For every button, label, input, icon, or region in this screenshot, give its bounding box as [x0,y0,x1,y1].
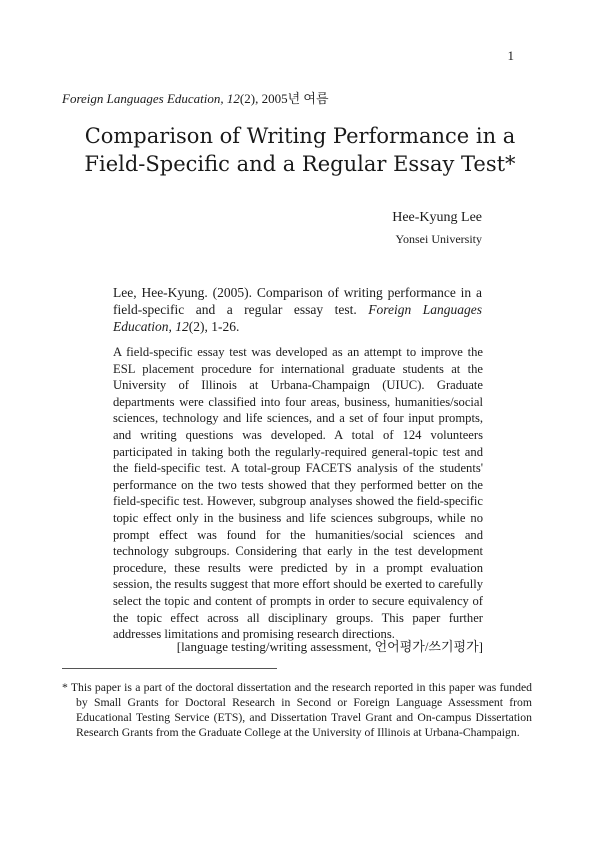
author-affiliation: Yonsei University [395,232,482,246]
citation-text: Lee, Hee-Kyung. (2005). Comparison of writing performance in a field-specific and a regular essay test. [113,285,482,317]
footnote-divider [62,668,277,669]
citation-volume: 12 [175,319,189,334]
page-number: 1 [507,48,514,63]
journal-header [62,88,329,107]
paper-title [0,122,600,178]
journal-issue: (2), [239,91,259,106]
citation [113,284,482,335]
citation-journal: Foreign Languages Education, [113,302,483,334]
abstract: A field-specific essay test was developed as an attempt to improve the ESL placement procedure for international graduate students at the University of Illinois at Urbana-Champaign (UIUC). Graduate departments were classified into four areas, business, humanities/social sciences, technology and life sciences, and a set of four input prompts, and writing questions was developed. A total of 124 volunteers participated in taking both the regularly-required general-topic test and the field-specific test. A total-group FACETS analysis of the students' performance on the two tests showed that they performed better on the field-specific test. However, subgroup analyses showed the field-specific topic effect only in the business and life sciences subgroups, while no prompt effect was found for the humanities/social sciences and technology subgroups. Considering that early in the test development procedure, these results were predicted by in a prompt evaluation session, the results suggest that more effort should be exerted to carefully select the topic and content of prompts in order to secure equivalency of the topic effect across all disciplinary groups. This paper further addresses limitations and promising research directions. [113,345,483,642]
journal-name: Foreign Languages Education, [62,91,224,106]
author-name: Hee-Kyung Lee [392,210,482,225]
footnote: * This paper is a part of the doctoral dissertation and the research reported in this paper was funded by Small Grants for Doctoral Research in Second or Foreign Language Assessment from Educational Testing Service (ETS), and Dissertation Travel Grant and On-campus Dissertation Research Grants from the Graduate College at the University of Illinois at Urbana-Champaign. [62,681,532,739]
keywords: [language testing/writing assessment, 언어평가/쓰기평가] [176,639,483,654]
citation-pages: (2), 1-26. [188,319,240,334]
title-line: Field-Specific and a Regular Essay Test* [84,152,516,176]
journal-volume: 12 [226,91,240,106]
journal-date: 2005년 여름 [261,91,329,106]
title-line: Comparison of Writing Performance in a [84,124,516,148]
